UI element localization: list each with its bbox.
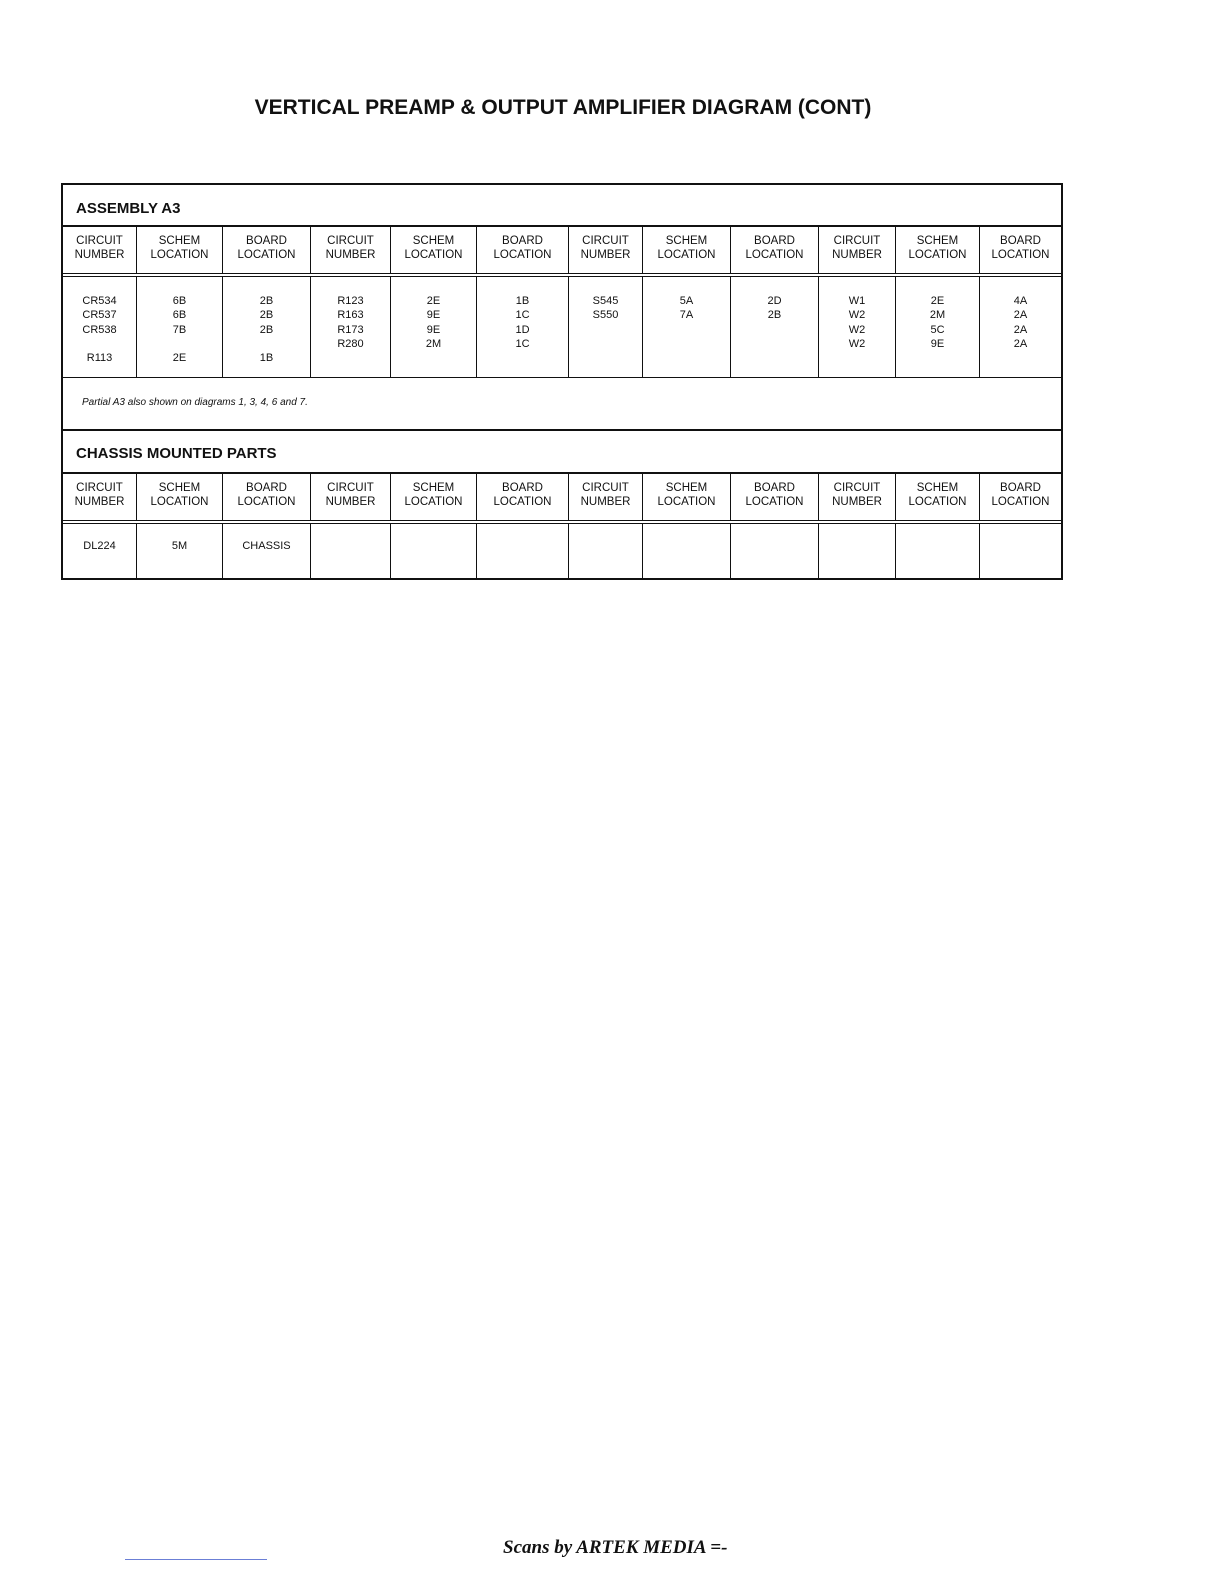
column-header-line: BOARD — [502, 235, 543, 247]
cell-value: 5C — [930, 323, 945, 336]
column-header — [819, 227, 896, 273]
column-header-line: SCHEM — [665, 235, 708, 247]
chassis-section-title: CHASSIS MOUNTED PARTS — [63, 429, 1061, 474]
column-header-line: LOCATION — [150, 496, 209, 508]
column-header — [896, 474, 980, 520]
cell-value: 7B — [172, 323, 187, 336]
column-header — [896, 227, 980, 273]
parts-location-table — [61, 183, 1063, 580]
cell-value: R123 — [337, 295, 364, 307]
column-header — [137, 474, 223, 520]
table-cell — [137, 277, 223, 377]
column-header-line: BOARD — [246, 482, 287, 494]
column-header-line: LOCATION — [657, 249, 716, 261]
column-header-line: BOARD — [246, 235, 287, 247]
cell-value: 5M — [171, 540, 188, 552]
column-header — [643, 227, 731, 273]
column-header-line: LOCATION — [657, 496, 716, 508]
column-header-line: LOCATION — [991, 496, 1050, 508]
cell-value: CR537 — [82, 309, 117, 322]
cell-value: R113 — [86, 352, 113, 365]
table-cell — [137, 524, 223, 578]
column-header-line: LOCATION — [493, 249, 552, 261]
cell-value: 2E — [426, 295, 441, 307]
cell-value: W2 — [848, 337, 866, 350]
cell-value: DL224 — [83, 540, 116, 552]
cell-value: S550 — [592, 309, 619, 322]
table-cell — [819, 524, 896, 578]
column-header-line: CIRCUIT — [76, 235, 123, 247]
column-header-line: SCHEM — [916, 482, 959, 494]
assembly-section-title: ASSEMBLY A3 — [63, 185, 1061, 227]
column-header-line: LOCATION — [150, 249, 209, 261]
table-cell — [980, 524, 1061, 578]
column-header-line: BOARD — [1000, 235, 1041, 247]
column-header-line: BOARD — [1000, 482, 1041, 494]
cell-value: 2D — [767, 295, 782, 307]
cell-value: W2 — [848, 323, 866, 336]
column-header-line: CIRCUIT — [582, 482, 629, 494]
table-cell — [477, 524, 569, 578]
column-header — [477, 474, 569, 520]
column-header-line: LOCATION — [404, 496, 463, 508]
column-header-line: SCHEM — [158, 482, 201, 494]
column-header-line: SCHEM — [412, 235, 455, 247]
column-header — [137, 227, 223, 273]
footer-rule — [125, 1559, 267, 1560]
cell-value: 2B — [767, 309, 782, 322]
column-header — [731, 474, 819, 520]
column-header — [569, 474, 643, 520]
column-header-line: LOCATION — [745, 249, 804, 261]
cell-value: 2E — [930, 295, 945, 307]
column-header-line: LOCATION — [745, 496, 804, 508]
column-header — [819, 474, 896, 520]
footer-credit: Scans by ARTEK MEDIA =- — [503, 1537, 728, 1558]
column-header-line: NUMBER — [325, 249, 376, 261]
column-header — [391, 227, 477, 273]
column-header-line: NUMBER — [580, 249, 631, 261]
column-header-line: CIRCUIT — [327, 235, 374, 247]
assembly-note: Partial A3 also shown on diagrams 1, 3, 4, 6 and 7. — [82, 397, 308, 408]
cell-value — [223, 337, 310, 351]
column-header — [223, 227, 311, 273]
column-header-line: LOCATION — [908, 496, 967, 508]
column-header — [311, 474, 391, 520]
column-header-line: NUMBER — [580, 496, 631, 508]
cell-value: 1D — [515, 323, 530, 336]
assembly-header-row — [63, 227, 1061, 277]
column-header-line: LOCATION — [237, 496, 296, 508]
column-header-line: LOCATION — [991, 249, 1050, 261]
column-header — [477, 227, 569, 273]
cell-value: 4A — [1013, 295, 1028, 307]
cell-value: 5A — [679, 295, 694, 307]
column-header — [223, 474, 311, 520]
cell-value: 9E — [426, 309, 441, 322]
column-header-line: LOCATION — [493, 496, 552, 508]
table-cell — [223, 524, 311, 578]
column-header-line: NUMBER — [832, 496, 882, 508]
table-cell — [731, 524, 819, 578]
column-header-line: SCHEM — [158, 235, 201, 247]
column-header-line: LOCATION — [404, 249, 463, 261]
column-header-line: SCHEM — [916, 235, 959, 247]
cell-value: 2B — [259, 295, 274, 307]
cell-value: S545 — [592, 295, 619, 307]
cell-value: 2M — [929, 309, 946, 322]
cell-value: 2A — [1013, 337, 1028, 350]
cell-value: R163 — [337, 309, 364, 322]
column-header-line: NUMBER — [832, 249, 882, 261]
table-cell — [63, 524, 137, 578]
cell-value: 2B — [259, 309, 274, 322]
cell-value: 2M — [425, 337, 442, 350]
cell-value: 1C — [515, 337, 530, 350]
column-header-line: CIRCUIT — [76, 482, 123, 494]
column-header — [391, 474, 477, 520]
table-cell — [569, 524, 643, 578]
cell-value — [63, 337, 136, 351]
table-cell — [980, 277, 1061, 377]
column-header-line: CIRCUIT — [833, 482, 881, 494]
column-header-line: SCHEM — [665, 482, 708, 494]
cell-value: 1B — [515, 295, 530, 307]
chassis-header-row — [63, 474, 1061, 524]
table-cell — [569, 277, 643, 377]
column-header — [980, 227, 1061, 273]
table-cell — [223, 277, 311, 377]
cell-value: CHASSIS — [242, 540, 291, 552]
column-header — [311, 227, 391, 273]
table-cell — [643, 524, 731, 578]
column-header-line: CIRCUIT — [833, 235, 881, 247]
page-title: VERTICAL PREAMP & OUTPUT AMPLIFIER DIAGRAM (CONT) — [254, 96, 872, 119]
column-header-line: NUMBER — [325, 496, 376, 508]
cell-value: W1 — [848, 295, 866, 307]
cell-value: 2E — [172, 352, 187, 365]
cell-value: CR534 — [82, 295, 117, 307]
column-header-line: NUMBER — [74, 249, 125, 261]
column-header — [63, 227, 137, 273]
table-cell — [643, 277, 731, 377]
cell-value: R173 — [337, 323, 364, 336]
column-header-line: BOARD — [502, 482, 543, 494]
cell-value: 9E — [426, 323, 441, 336]
cell-value: R280 — [337, 337, 364, 350]
table-cell — [63, 277, 137, 377]
table-cell — [896, 277, 980, 377]
table-cell — [819, 277, 896, 377]
cell-value: 2B — [259, 323, 274, 336]
cell-value: CR538 — [82, 323, 117, 336]
cell-value: 6B — [172, 309, 187, 322]
cell-value: 6B — [172, 295, 187, 307]
column-header-line: BOARD — [754, 235, 795, 247]
table-cell — [391, 524, 477, 578]
column-header-line: CIRCUIT — [582, 235, 629, 247]
column-header — [643, 474, 731, 520]
column-header-line: BOARD — [754, 482, 795, 494]
cell-value — [137, 337, 222, 351]
cell-value: 2A — [1013, 309, 1028, 322]
column-header-line: SCHEM — [412, 482, 455, 494]
cell-value: W2 — [848, 309, 866, 322]
table-cell — [896, 524, 980, 578]
column-header — [980, 474, 1061, 520]
column-header — [731, 227, 819, 273]
chassis-data-row — [63, 524, 1061, 578]
column-header-line: LOCATION — [237, 249, 296, 261]
column-header — [63, 474, 137, 520]
column-header-line: NUMBER — [74, 496, 125, 508]
table-cell — [731, 277, 819, 377]
cell-value: 1B — [259, 352, 274, 365]
table-cell — [477, 277, 569, 377]
column-header-line: LOCATION — [908, 249, 967, 261]
column-header-line: CIRCUIT — [327, 482, 374, 494]
table-cell — [391, 277, 477, 377]
cell-value: 9E — [930, 337, 945, 350]
column-header — [569, 227, 643, 273]
table-cell — [311, 277, 391, 377]
cell-value: 1C — [515, 309, 530, 322]
cell-value: 2A — [1013, 323, 1028, 336]
assembly-data-row — [63, 277, 1061, 378]
cell-value: 7A — [679, 309, 694, 322]
table-cell — [311, 524, 391, 578]
